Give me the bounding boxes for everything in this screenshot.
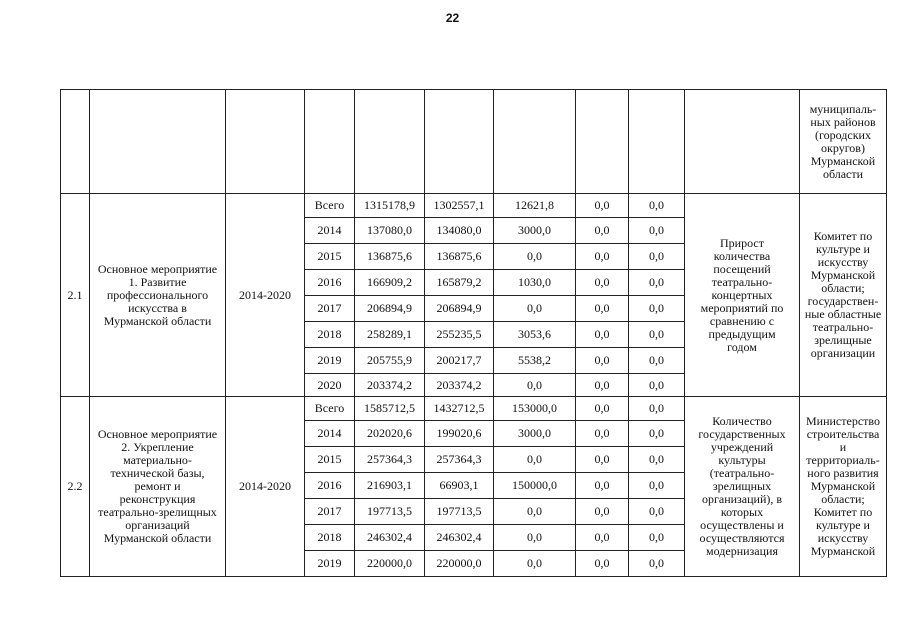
cell-name <box>90 90 226 194</box>
funding-cell-3: 0,0 <box>576 244 629 270</box>
funding-cell-1: 1302557,1 <box>425 194 494 218</box>
total-cell: 137080,0 <box>355 218 425 244</box>
funding-cell-4: 0,0 <box>629 374 685 397</box>
funding-cell-2: 1030,0 <box>494 270 576 296</box>
total-cell: 197713,5 <box>355 499 425 525</box>
total-cell: 166909,2 <box>355 270 425 296</box>
funding-cell-2: 3000,0 <box>494 421 576 447</box>
cell-period <box>226 90 305 194</box>
funding-cell-1: 1432712,5 <box>425 397 494 421</box>
funding-cell-4: 0,0 <box>629 194 685 218</box>
funding-cell-3: 0,0 <box>576 525 629 551</box>
funding-cell-1: 134080,0 <box>425 218 494 244</box>
year-cell: 2018 <box>305 322 355 348</box>
total-cell: 216903,1 <box>355 473 425 499</box>
year-cell: 2018 <box>305 525 355 551</box>
total-cell: 205755,9 <box>355 348 425 374</box>
cell-num <box>61 90 90 194</box>
total-cell: 220000,0 <box>355 551 425 577</box>
total-cell: 246302,4 <box>355 525 425 551</box>
funding-cell-2: 5538,2 <box>494 348 576 374</box>
funding-cell-4: 0,0 <box>629 473 685 499</box>
cell-c4 <box>629 90 685 194</box>
funding-cell-1: 200217,7 <box>425 348 494 374</box>
funding-cell-2: 0,0 <box>494 525 576 551</box>
funding-cell-1: 66903,1 <box>425 473 494 499</box>
funding-cell-3: 0,0 <box>576 218 629 244</box>
year-cell: 2019 <box>305 551 355 577</box>
funding-cell-4: 0,0 <box>629 244 685 270</box>
funding-cell-3: 0,0 <box>576 194 629 218</box>
funding-cell-1: 206894,9 <box>425 296 494 322</box>
year-cell: 2016 <box>305 473 355 499</box>
year-cell: 2019 <box>305 348 355 374</box>
funding-cell-2: 0,0 <box>494 296 576 322</box>
funding-cell-2: 0,0 <box>494 499 576 525</box>
funding-cell-3: 0,0 <box>576 270 629 296</box>
table-row <box>61 397 887 421</box>
funding-cell-4: 0,0 <box>629 322 685 348</box>
funding-cell-4: 0,0 <box>629 525 685 551</box>
year-cell: 2014 <box>305 218 355 244</box>
total-cell: 206894,9 <box>355 296 425 322</box>
funding-cell-4: 0,0 <box>629 499 685 525</box>
measure-number: 2.1 <box>61 194 90 397</box>
funding-cell-1: 136875,6 <box>425 244 494 270</box>
funding-cell-2: 153000,0 <box>494 397 576 421</box>
total-cell: 202020,6 <box>355 421 425 447</box>
program-table <box>60 89 887 577</box>
total-cell: 1585712,5 <box>355 397 425 421</box>
funding-cell-4: 0,0 <box>629 447 685 473</box>
measure-indicator: Прирост количества посещений театрально- концертных мероприятий по сравнению с предыдущим годом <box>685 194 800 397</box>
funding-cell-4: 0,0 <box>629 270 685 296</box>
funding-cell-3: 0,0 <box>576 348 629 374</box>
funding-cell-1: 255235,5 <box>425 322 494 348</box>
year-cell: 2017 <box>305 499 355 525</box>
funding-cell-3: 0,0 <box>576 499 629 525</box>
cell-indicator <box>685 90 800 194</box>
funding-cell-4: 0,0 <box>629 421 685 447</box>
year-cell: 2020 <box>305 374 355 397</box>
funding-cell-3: 0,0 <box>576 551 629 577</box>
year-cell: 2016 <box>305 270 355 296</box>
measure-number: 2.2 <box>61 397 90 577</box>
funding-cell-2: 0,0 <box>494 447 576 473</box>
cell-year <box>305 90 355 194</box>
funding-cell-2: 12621,8 <box>494 194 576 218</box>
year-cell: 2015 <box>305 447 355 473</box>
cell-c1 <box>425 90 494 194</box>
funding-cell-3: 0,0 <box>576 322 629 348</box>
table-body <box>61 90 887 577</box>
total-cell: 203374,2 <box>355 374 425 397</box>
funding-cell-4: 0,0 <box>629 397 685 421</box>
funding-cell-4: 0,0 <box>629 296 685 322</box>
funding-cell-4: 0,0 <box>629 348 685 374</box>
cell-c3 <box>576 90 629 194</box>
cell-responsible: муниципаль- ных районов (городских округов) Мурманской области <box>800 90 887 194</box>
total-cell: 1315178,9 <box>355 194 425 218</box>
cell-c2 <box>494 90 576 194</box>
funding-cell-3: 0,0 <box>576 421 629 447</box>
continuation-row <box>61 90 887 194</box>
funding-cell-2: 3053,6 <box>494 322 576 348</box>
funding-cell-1: 257364,3 <box>425 447 494 473</box>
funding-cell-1: 197713,5 <box>425 499 494 525</box>
measure-period: 2014-2020 <box>226 194 305 397</box>
year-cell: 2014 <box>305 421 355 447</box>
funding-cell-2: 3000,0 <box>494 218 576 244</box>
funding-cell-1: 165879,2 <box>425 270 494 296</box>
year-cell: 2017 <box>305 296 355 322</box>
funding-cell-2: 0,0 <box>494 374 576 397</box>
total-cell: 257364,3 <box>355 447 425 473</box>
funding-cell-1: 246302,4 <box>425 525 494 551</box>
funding-cell-3: 0,0 <box>576 374 629 397</box>
funding-cell-2: 0,0 <box>494 244 576 270</box>
measure-indicator: Количество государственных учреждений культуры (театрально- зрелищных организаций), в которых осуществлены и осуществляются модернизация <box>685 397 800 577</box>
total-cell: 136875,6 <box>355 244 425 270</box>
funding-cell-1: 203374,2 <box>425 374 494 397</box>
funding-cell-4: 0,0 <box>629 218 685 244</box>
funding-cell-2: 150000,0 <box>494 473 576 499</box>
funding-cell-3: 0,0 <box>576 473 629 499</box>
measure-period: 2014-2020 <box>226 397 305 577</box>
funding-cell-3: 0,0 <box>576 397 629 421</box>
year-cell: 2015 <box>305 244 355 270</box>
table-row <box>61 194 887 218</box>
measure-name: Основное мероприятие 2. Укрепление материально- технической базы, ремонт и реконструкция театрально-зрелищных организаций Мурманской области <box>90 397 226 577</box>
year-cell: Всего <box>305 397 355 421</box>
funding-cell-1: 199020,6 <box>425 421 494 447</box>
page-number: 22 <box>445 11 460 25</box>
measure-responsible: Комитет по культуре и искусству Мурманской области; государствен- ные областные театрально- зрелищные организации <box>800 194 887 397</box>
funding-cell-3: 0,0 <box>576 447 629 473</box>
total-cell: 258289,1 <box>355 322 425 348</box>
measure-name: Основное мероприятие 1. Развитие профессионального искусства в Мурманской области <box>90 194 226 397</box>
measure-responsible: Министерство строительства и территориаль- ного развития Мурманской области; Комитет по культуре и искусству Мурманской <box>800 397 887 577</box>
funding-cell-3: 0,0 <box>576 296 629 322</box>
funding-cell-1: 220000,0 <box>425 551 494 577</box>
year-cell: Всего <box>305 194 355 218</box>
cell-total <box>355 90 425 194</box>
funding-cell-4: 0,0 <box>629 551 685 577</box>
funding-cell-2: 0,0 <box>494 551 576 577</box>
